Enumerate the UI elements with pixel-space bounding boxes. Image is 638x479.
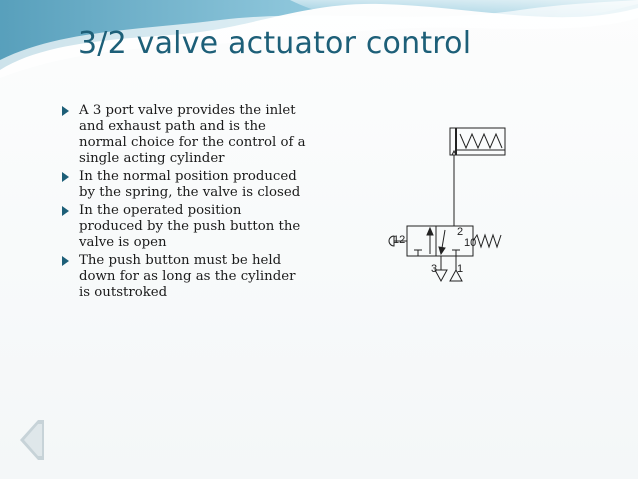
bullet-item: [62, 253, 312, 301]
bullet-text: In the operated position produced by the push button the valve is open: [79, 203, 301, 250]
triangle-bullet-icon: [62, 172, 69, 182]
triangle-bullet-icon: [62, 106, 69, 116]
single-acting-cylinder: [450, 128, 505, 155]
port-label-outlet: 2: [457, 226, 464, 238]
bullet-list: [62, 103, 312, 303]
exhaust-arrow-icon: [439, 247, 445, 254]
return-spring-icon: [473, 235, 501, 247]
port-label-pilot: 12: [393, 234, 406, 246]
three-two-valve: [389, 226, 501, 281]
valve-left-envelope: [407, 226, 436, 256]
slide-title: 3/2 valve actuator control: [78, 26, 472, 61]
flow-arrow-icon: [427, 228, 433, 235]
port-label-spring: 10: [464, 237, 477, 249]
previous-slide-button[interactable]: [18, 418, 46, 462]
bullet-text: In the normal position produced by the spring, the valve is closed: [79, 169, 301, 200]
bullet-item: [62, 103, 312, 167]
port-label-exhaust: 3: [431, 263, 438, 275]
valve-circuit-diagram: [380, 120, 530, 295]
triangle-bullet-icon: [62, 206, 69, 216]
bullet-item: [62, 203, 312, 251]
cylinder-spring: [460, 134, 502, 148]
triangle-bullet-icon: [62, 256, 69, 266]
bullet-text: The push button must be held down for as long as the cylinder is outstroked: [79, 253, 296, 300]
port-label-supply: 1: [457, 263, 464, 275]
cylinder-body: [450, 128, 505, 155]
bullet-item: [62, 169, 312, 201]
bullet-text: A 3 port valve provides the inlet and exhaust path and is the normal choice for the control of a single acting cylinder: [79, 103, 306, 166]
